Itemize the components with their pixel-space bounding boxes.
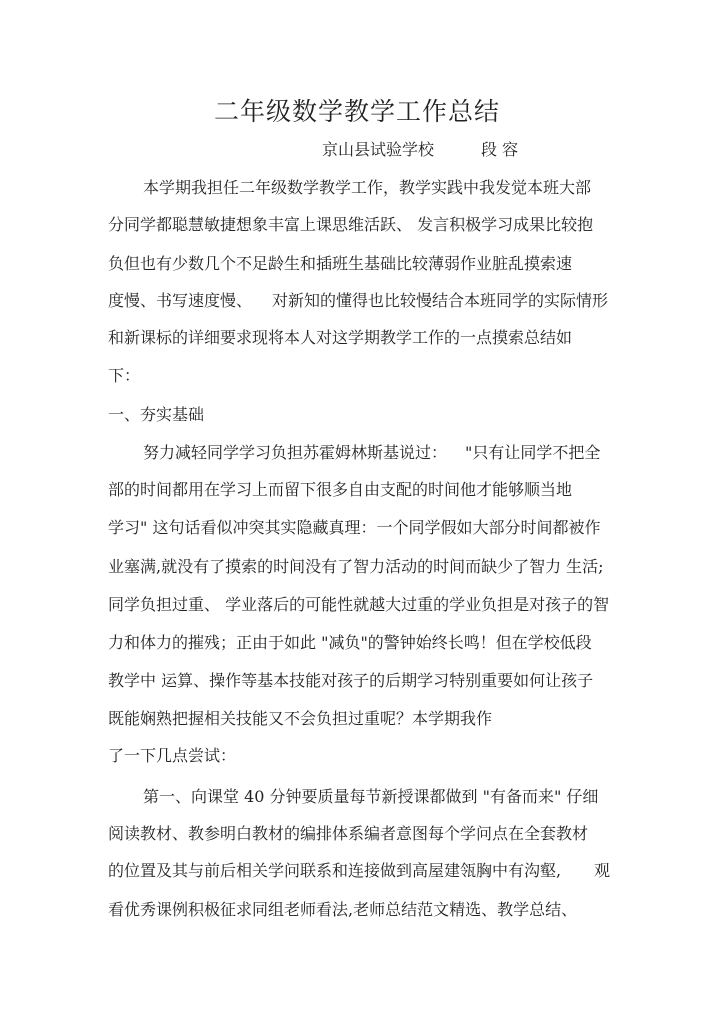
text-line: 业塞满,就没有了摸索的时间没有了智力活动的时间而缺少了智力 生活; <box>108 557 604 576</box>
text-line: 力和体力的摧残；正由于如此 "减负"的警钟始终长鸣！但在学校低段 <box>108 633 592 652</box>
text-line: 了一下几点尝试： <box>108 746 237 765</box>
text-line: 对新知的懂得也比较慢结合本班同学的实际情形 <box>272 291 609 310</box>
text-line: 既能娴熟把握相关技能又不会负担过重呢？本学期我作 <box>108 709 493 728</box>
text-line: 部的时间都用在学习上而留下很多自由支配的时间他才能够顺当地 <box>108 480 573 499</box>
text-line: 努力减轻同学学习负担苏霍姆林斯基说过： <box>143 443 448 462</box>
text-line: 阅读教材、教参明白教材的编排体系编者意图每个学问点在全套教材 <box>108 824 589 843</box>
text-line: 度慢、书写速度慢、 <box>108 291 253 310</box>
author-name: 段 容 <box>481 140 519 159</box>
text-line: 观 <box>594 861 611 880</box>
text-line: 下： <box>108 366 141 385</box>
text-line: 的位置及其与前后相关学问联系和连接做到高屋建瓴胸中有沟壑, <box>108 861 562 880</box>
text-line: 和新课标的详细要求现将本人对这学期教学工作的一点摸索总结如 <box>108 328 573 347</box>
text-line: 第一、向课堂 40 分钟要质量每节新授课都做到 "有备而来" 仔细 <box>143 787 599 806</box>
school-name: 京山县试验学校 <box>322 140 435 159</box>
section-heading: 一、夯实基础 <box>108 405 205 424</box>
document-title: 二年级数学教学工作总结 <box>214 97 501 126</box>
text-line: 分同学都聪慧敏捷想象丰富上课思维活跃、 发言积极学习成果比较抱 <box>108 215 594 234</box>
text-line: "只有让同学不把全 <box>465 443 601 462</box>
text-line: 负但也有少数几个不足龄生和插班生基础比较薄弱作业脏乱摸索速 <box>108 254 573 273</box>
text-line: 教学中 运算、操作等基本技能对孩子的后期学习特别重要如何让孩子 <box>108 671 594 690</box>
text-line: 学习" 这句话看似冲突其实隐藏真理：一个同学假如大部分时间都被作 <box>108 518 601 537</box>
text-line: 看优秀课例积极征求同组老师看法,老师总结范文精选、教学总结、 <box>108 900 578 919</box>
text-line: 同学负担过重、 学业落后的可能性就越大过重的学业负担是对孩子的智 <box>108 595 610 614</box>
text-line: 本学期我担任二年级数学教学工作，教学实践中我发觉本班大部 <box>143 178 592 197</box>
